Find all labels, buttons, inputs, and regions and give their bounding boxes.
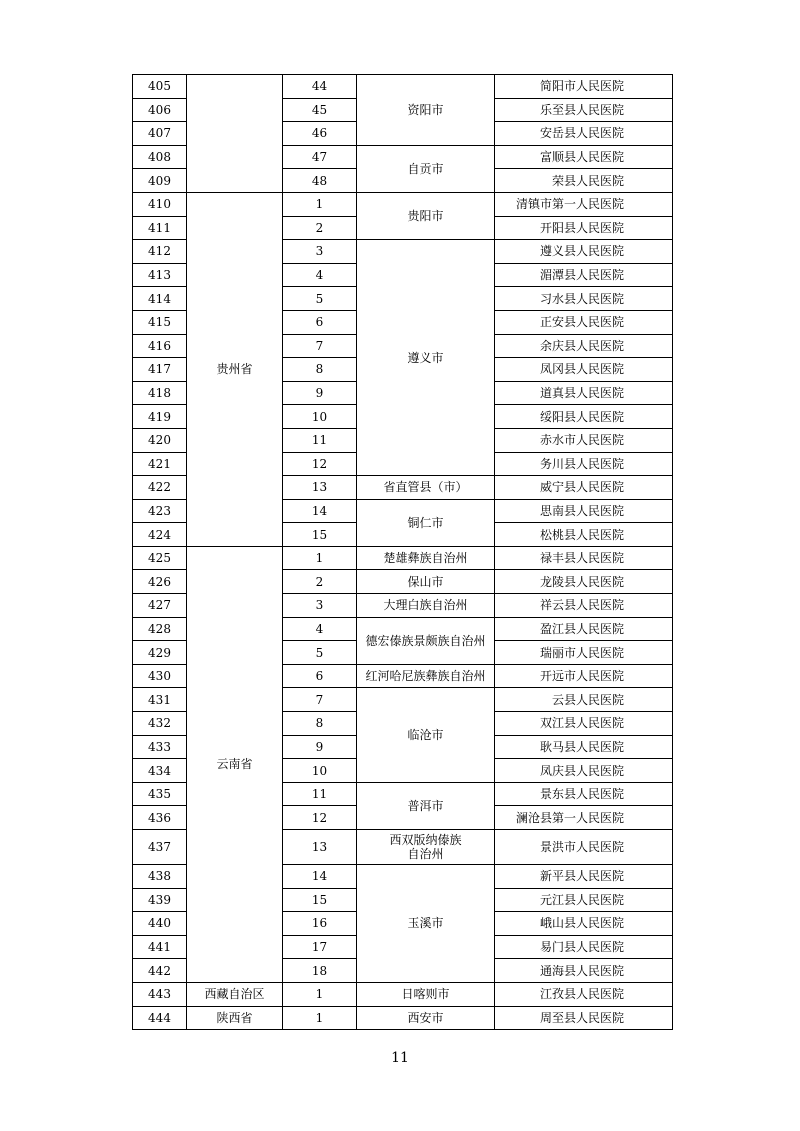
row-number-cell: 423	[133, 499, 187, 523]
row-number-cell: 416	[133, 334, 187, 358]
index-cell: 17	[283, 935, 357, 959]
row-number-cell: 432	[133, 712, 187, 736]
city-cell: 红河哈尼族彝族自治州	[357, 664, 495, 688]
index-cell: 18	[283, 959, 357, 983]
index-cell: 13	[283, 830, 357, 865]
city-cell: 德宏傣族景颇族自治州	[357, 617, 495, 664]
index-cell: 47	[283, 145, 357, 169]
row-number-cell: 412	[133, 240, 187, 264]
row-number-cell: 427	[133, 594, 187, 618]
index-cell: 1	[283, 546, 357, 570]
city-cell: 省直管县（市）	[357, 476, 495, 500]
row-number-cell: 426	[133, 570, 187, 594]
index-cell: 2	[283, 216, 357, 240]
hospital-cell: 清镇市第一人民医院	[495, 192, 673, 216]
index-cell: 15	[283, 888, 357, 912]
index-cell: 4	[283, 263, 357, 287]
city-cell: 楚雄彝族自治州	[357, 546, 495, 570]
hospital-cell: 安岳县人民医院	[495, 122, 673, 146]
row-number-cell: 420	[133, 428, 187, 452]
index-cell: 44	[283, 75, 357, 99]
hospital-cell: 通海县人民医院	[495, 959, 673, 983]
table-row	[133, 192, 673, 216]
hospital-cell: 开阳县人民医院	[495, 216, 673, 240]
index-cell: 14	[283, 499, 357, 523]
row-number-cell: 433	[133, 735, 187, 759]
row-number-cell: 418	[133, 381, 187, 405]
row-number-cell: 434	[133, 759, 187, 783]
hospital-cell: 荣县人民医院	[495, 169, 673, 193]
hospital-cell: 松桃县人民医院	[495, 523, 673, 547]
hospital-cell: 乐至县人民医院	[495, 98, 673, 122]
city-cell: 铜仁市	[357, 499, 495, 546]
hospital-cell: 务川县人民医院	[495, 452, 673, 476]
province-cell: 贵州省	[187, 192, 283, 546]
row-number-cell: 441	[133, 935, 187, 959]
city-cell: 日喀则市	[357, 982, 495, 1006]
hospital-cell: 峨山县人民医院	[495, 912, 673, 936]
hospital-cell: 余庆县人民医院	[495, 334, 673, 358]
row-number-cell: 430	[133, 664, 187, 688]
index-cell: 5	[283, 287, 357, 311]
hospital-cell: 习水县人民医院	[495, 287, 673, 311]
hospital-cell: 易门县人民医院	[495, 935, 673, 959]
row-number-cell: 442	[133, 959, 187, 983]
hospital-cell: 湄潭县人民医院	[495, 263, 673, 287]
province-cell: 西藏自治区	[187, 982, 283, 1006]
row-number-cell: 405	[133, 75, 187, 99]
index-cell: 15	[283, 523, 357, 547]
city-cell: 自贡市	[357, 145, 495, 192]
row-number-cell: 435	[133, 782, 187, 806]
index-cell: 10	[283, 759, 357, 783]
index-cell: 8	[283, 358, 357, 382]
index-cell: 46	[283, 122, 357, 146]
hospital-cell: 景洪市人民医院	[495, 830, 673, 865]
row-number-cell: 409	[133, 169, 187, 193]
index-cell: 13	[283, 476, 357, 500]
row-number-cell: 438	[133, 865, 187, 889]
province-cell	[187, 75, 283, 193]
index-cell: 7	[283, 334, 357, 358]
row-number-cell: 422	[133, 476, 187, 500]
index-cell: 11	[283, 782, 357, 806]
city-cell: 遵义市	[357, 240, 495, 476]
index-cell: 5	[283, 641, 357, 665]
index-cell: 3	[283, 240, 357, 264]
index-cell: 7	[283, 688, 357, 712]
index-cell: 12	[283, 806, 357, 830]
city-cell: 普洱市	[357, 782, 495, 829]
hospital-cell: 富顺县人民医院	[495, 145, 673, 169]
city-cell: 保山市	[357, 570, 495, 594]
hospital-cell: 威宁县人民医院	[495, 476, 673, 500]
city-cell: 西双版纳傣族 自治州	[357, 830, 495, 865]
row-number-cell: 424	[133, 523, 187, 547]
hospital-cell: 道真县人民医院	[495, 381, 673, 405]
row-number-cell: 425	[133, 546, 187, 570]
hospital-cell: 盈江县人民医院	[495, 617, 673, 641]
row-number-cell: 440	[133, 912, 187, 936]
index-cell: 1	[283, 1006, 357, 1030]
index-cell: 8	[283, 712, 357, 736]
hospital-cell: 凤庆县人民医院	[495, 759, 673, 783]
hospital-cell: 新平县人民医院	[495, 865, 673, 889]
table-row	[133, 75, 673, 99]
hospital-cell: 简阳市人民医院	[495, 75, 673, 99]
row-number-cell: 406	[133, 98, 187, 122]
hospital-cell: 遵义县人民医院	[495, 240, 673, 264]
province-cell: 云南省	[187, 546, 283, 982]
hospital-cell: 凤冈县人民医院	[495, 358, 673, 382]
row-number-cell: 417	[133, 358, 187, 382]
row-number-cell: 437	[133, 830, 187, 865]
province-cell: 陕西省	[187, 1006, 283, 1030]
hospital-cell: 瑞丽市人民医院	[495, 641, 673, 665]
city-cell: 玉溪市	[357, 865, 495, 983]
row-number-cell: 428	[133, 617, 187, 641]
index-cell: 4	[283, 617, 357, 641]
row-number-cell: 436	[133, 806, 187, 830]
index-cell: 1	[283, 982, 357, 1006]
row-number-cell: 414	[133, 287, 187, 311]
city-cell: 贵阳市	[357, 192, 495, 239]
row-number-cell: 419	[133, 405, 187, 429]
index-cell: 6	[283, 310, 357, 334]
index-cell: 12	[283, 452, 357, 476]
hospital-table	[132, 74, 673, 1030]
row-number-cell: 431	[133, 688, 187, 712]
index-cell: 16	[283, 912, 357, 936]
hospital-cell: 周至县人民医院	[495, 1006, 673, 1030]
hospital-cell: 耿马县人民医院	[495, 735, 673, 759]
hospital-cell: 云县人民医院	[495, 688, 673, 712]
hospital-cell: 开远市人民医院	[495, 664, 673, 688]
index-cell: 3	[283, 594, 357, 618]
index-cell: 9	[283, 381, 357, 405]
row-number-cell: 411	[133, 216, 187, 240]
hospital-cell: 正安县人民医院	[495, 310, 673, 334]
city-cell: 临沧市	[357, 688, 495, 782]
city-cell: 资阳市	[357, 75, 495, 146]
row-number-cell: 439	[133, 888, 187, 912]
row-number-cell: 443	[133, 982, 187, 1006]
hospital-cell: 赤水市人民医院	[495, 428, 673, 452]
index-cell: 6	[283, 664, 357, 688]
city-cell: 大理白族自治州	[357, 594, 495, 618]
row-number-cell: 410	[133, 192, 187, 216]
index-cell: 2	[283, 570, 357, 594]
page-number: 11	[391, 1050, 409, 1066]
table-body	[133, 75, 673, 1030]
table-row	[133, 982, 673, 1006]
row-number-cell: 407	[133, 122, 187, 146]
row-number-cell: 408	[133, 145, 187, 169]
table-row	[133, 1006, 673, 1030]
row-number-cell: 421	[133, 452, 187, 476]
row-number-cell: 415	[133, 310, 187, 334]
index-cell: 11	[283, 428, 357, 452]
hospital-cell: 思南县人民医院	[495, 499, 673, 523]
hospital-cell: 景东县人民医院	[495, 782, 673, 806]
index-cell: 1	[283, 192, 357, 216]
hospital-cell: 江孜县人民医院	[495, 982, 673, 1006]
hospital-cell: 禄丰县人民医院	[495, 546, 673, 570]
index-cell: 48	[283, 169, 357, 193]
hospital-cell: 绥阳县人民医院	[495, 405, 673, 429]
hospital-cell: 元江县人民医院	[495, 888, 673, 912]
index-cell: 14	[283, 865, 357, 889]
row-number-cell: 444	[133, 1006, 187, 1030]
table-row	[133, 546, 673, 570]
hospital-cell: 龙陵县人民医院	[495, 570, 673, 594]
index-cell: 45	[283, 98, 357, 122]
hospital-cell: 澜沧县第一人民医院	[495, 806, 673, 830]
hospital-cell: 双江县人民医院	[495, 712, 673, 736]
index-cell: 9	[283, 735, 357, 759]
index-cell: 10	[283, 405, 357, 429]
hospital-cell: 祥云县人民医院	[495, 594, 673, 618]
city-cell: 西安市	[357, 1006, 495, 1030]
row-number-cell: 413	[133, 263, 187, 287]
row-number-cell: 429	[133, 641, 187, 665]
